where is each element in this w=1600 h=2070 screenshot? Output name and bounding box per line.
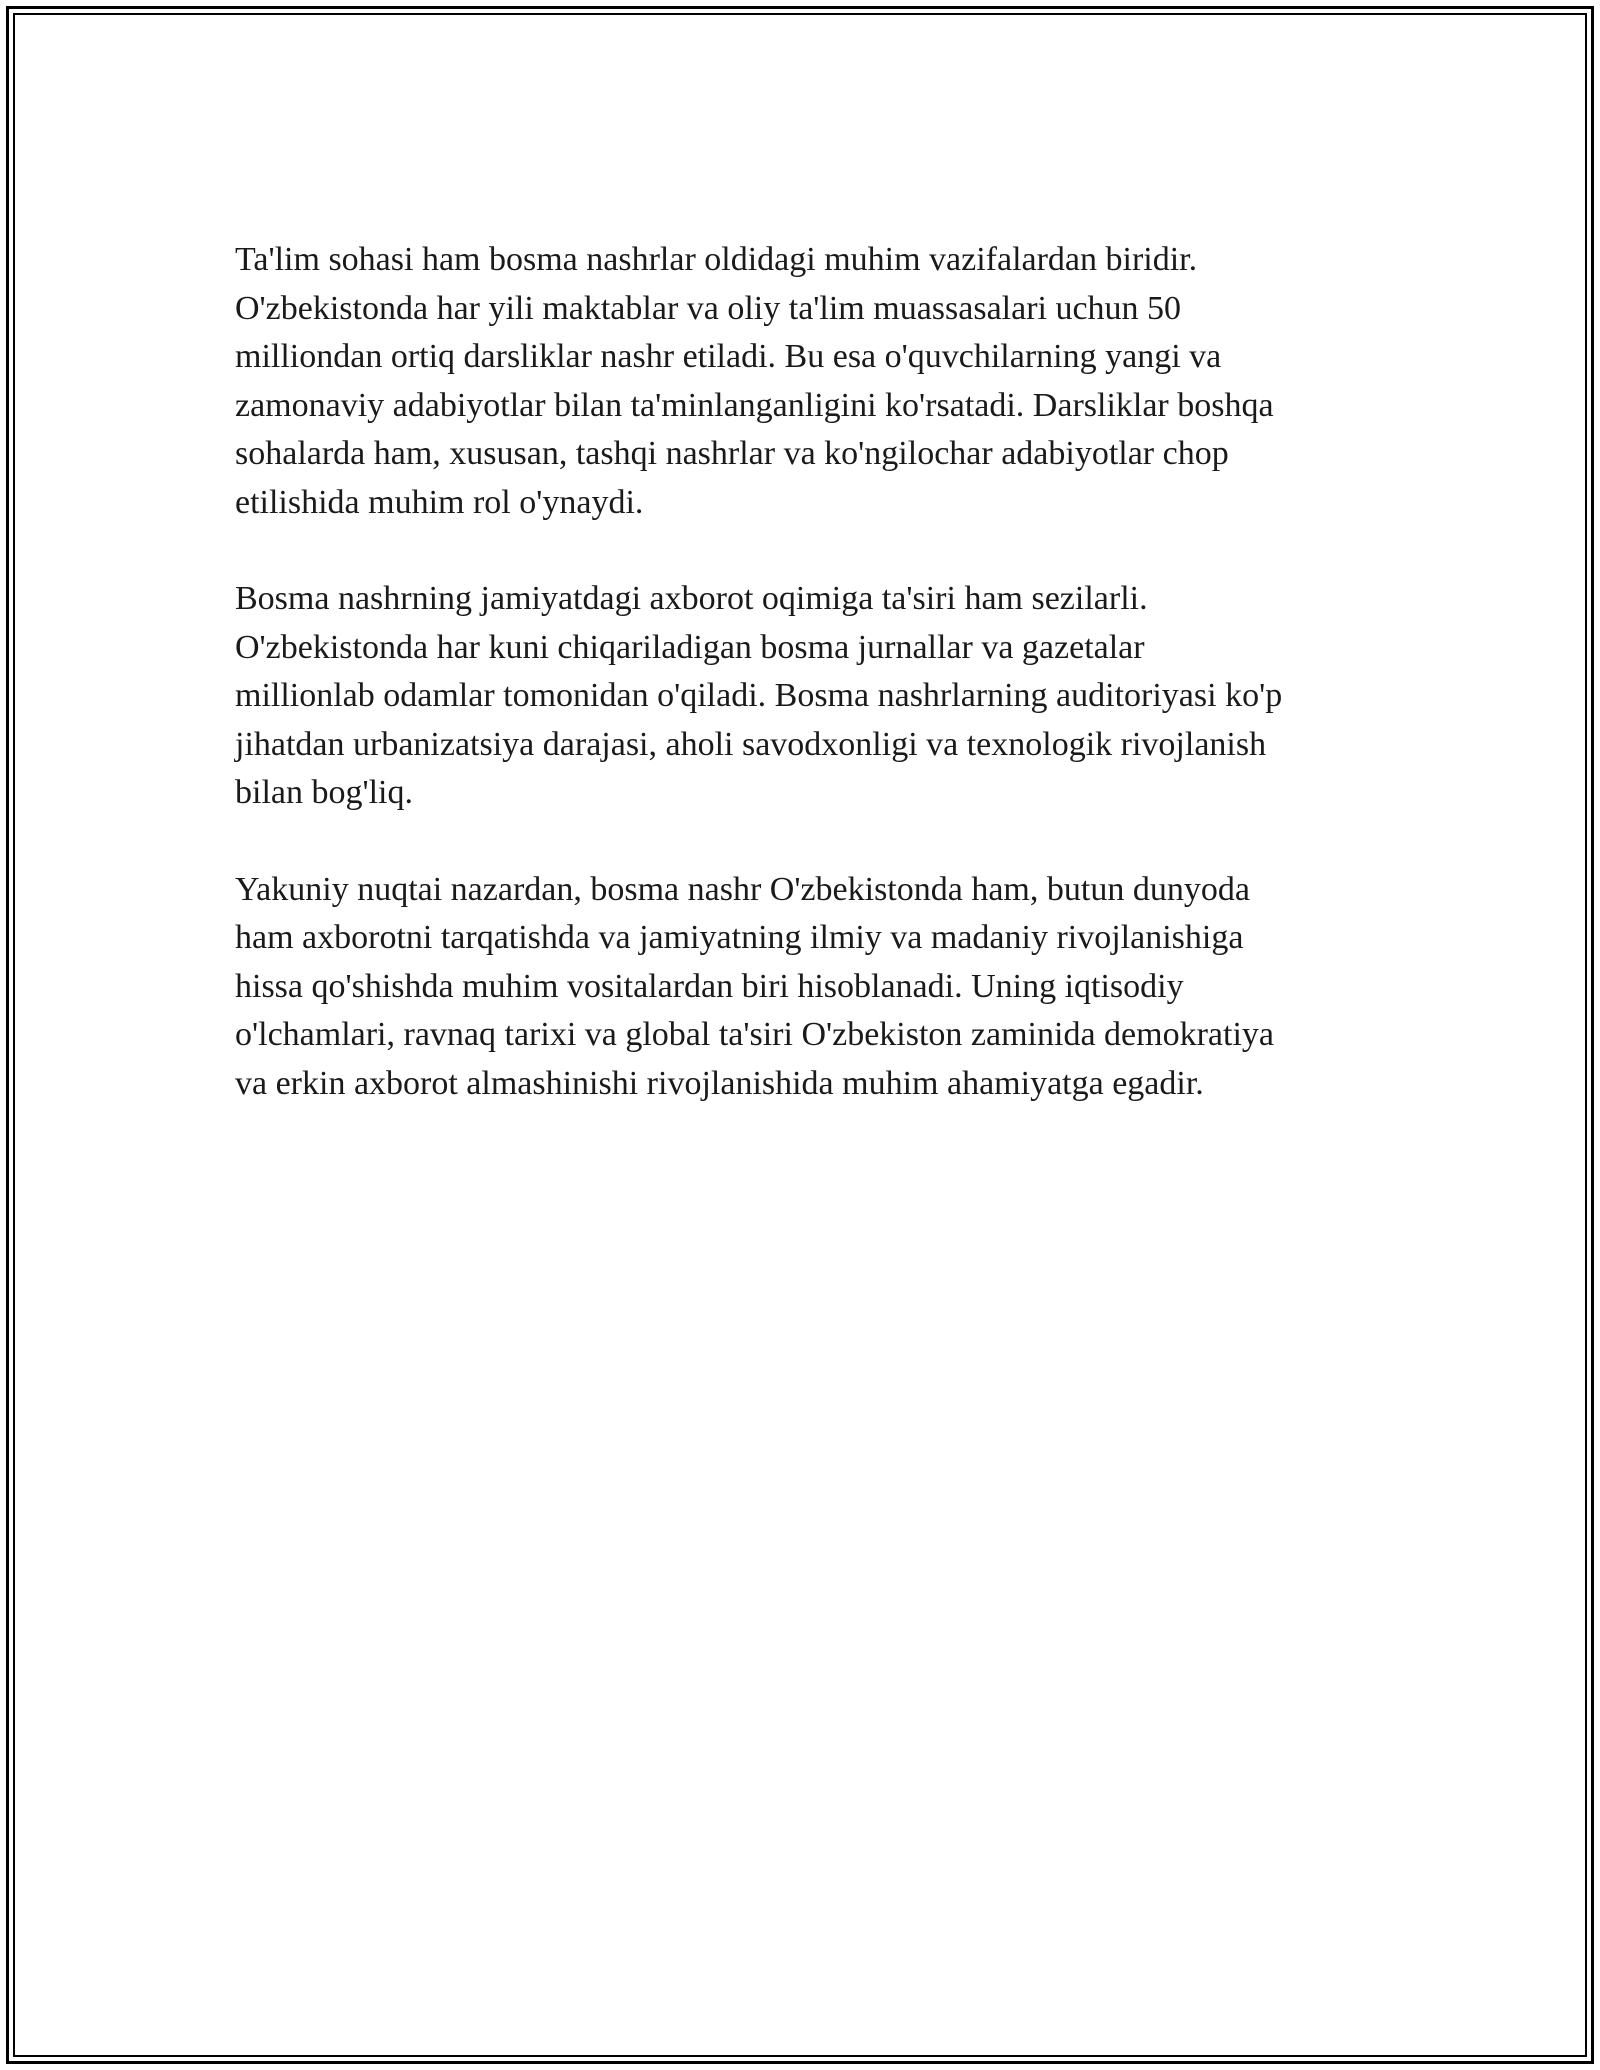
text-line: millionlab odamlar tomonidan o'qiladi. Bosma nashrlarning auditoriyasi ko'p (235, 677, 1283, 714)
paragraph-education (235, 236, 1385, 527)
text-line: o'lchamlari, ravnaq tarixi va global ta'siri O'zbekiston zaminida demokratiya (235, 1016, 1274, 1053)
text-line: zamonaviy adabiyotlar bilan ta'minlanganligini ko'rsatadi. Darsliklar boshqa (235, 386, 1274, 424)
paragraph-information-flow (235, 575, 1385, 818)
text-line: ham axborotni tarqatishda va jamiyatning ilmiy va madaniy rivojlanishiga (235, 919, 1244, 956)
text-line: hissa qo'shishda muhim vositalardan biri hisoblanadi. Uning iqtisodiy (235, 967, 1184, 1005)
text-line: etilishida muhim rol o'ynaydi. (235, 483, 644, 521)
text-line: Yakuniy nuqtai nazardan, bosma nashr O'zbekistonda ham, butun dunyoda (235, 870, 1250, 908)
text-line: O'zbekistonda har kuni chiqariladigan bosma jurnallar va gazetalar (235, 628, 1145, 666)
text-line: O'zbekistonda har yili maktablar va oliy ta'lim muassasalari uchun 50 (235, 289, 1182, 327)
document-body (235, 236, 1385, 1156)
text-line: Bosma nashrning jamiyatdagi axborot oqimiga ta'siri ham sezilarli. (235, 580, 1148, 617)
paragraph-conclusion (235, 866, 1385, 1109)
text-line: bilan bog'liq. (235, 774, 414, 811)
text-line: jihatdan urbanizatsiya darajasi, aholi savodxonligi va texnologik rivojlanish (235, 725, 1267, 763)
text-line: milliondan ortiq darsliklar nashr etiladi. Bu esa o'quvchilarning yangi va (235, 338, 1222, 375)
text-line: sohalarda ham, xususan, tashqi nashrlar va ko'ngilochar adabiyotlar chop (235, 435, 1229, 472)
text-line: Ta'lim sohasi ham bosma nashrlar oldidagi muhim vazifalardan biridir. (235, 241, 1198, 278)
text-line: va erkin axborot almashinishi rivojlanishida muhim ahamiyatga egadir. (235, 1064, 1204, 1102)
